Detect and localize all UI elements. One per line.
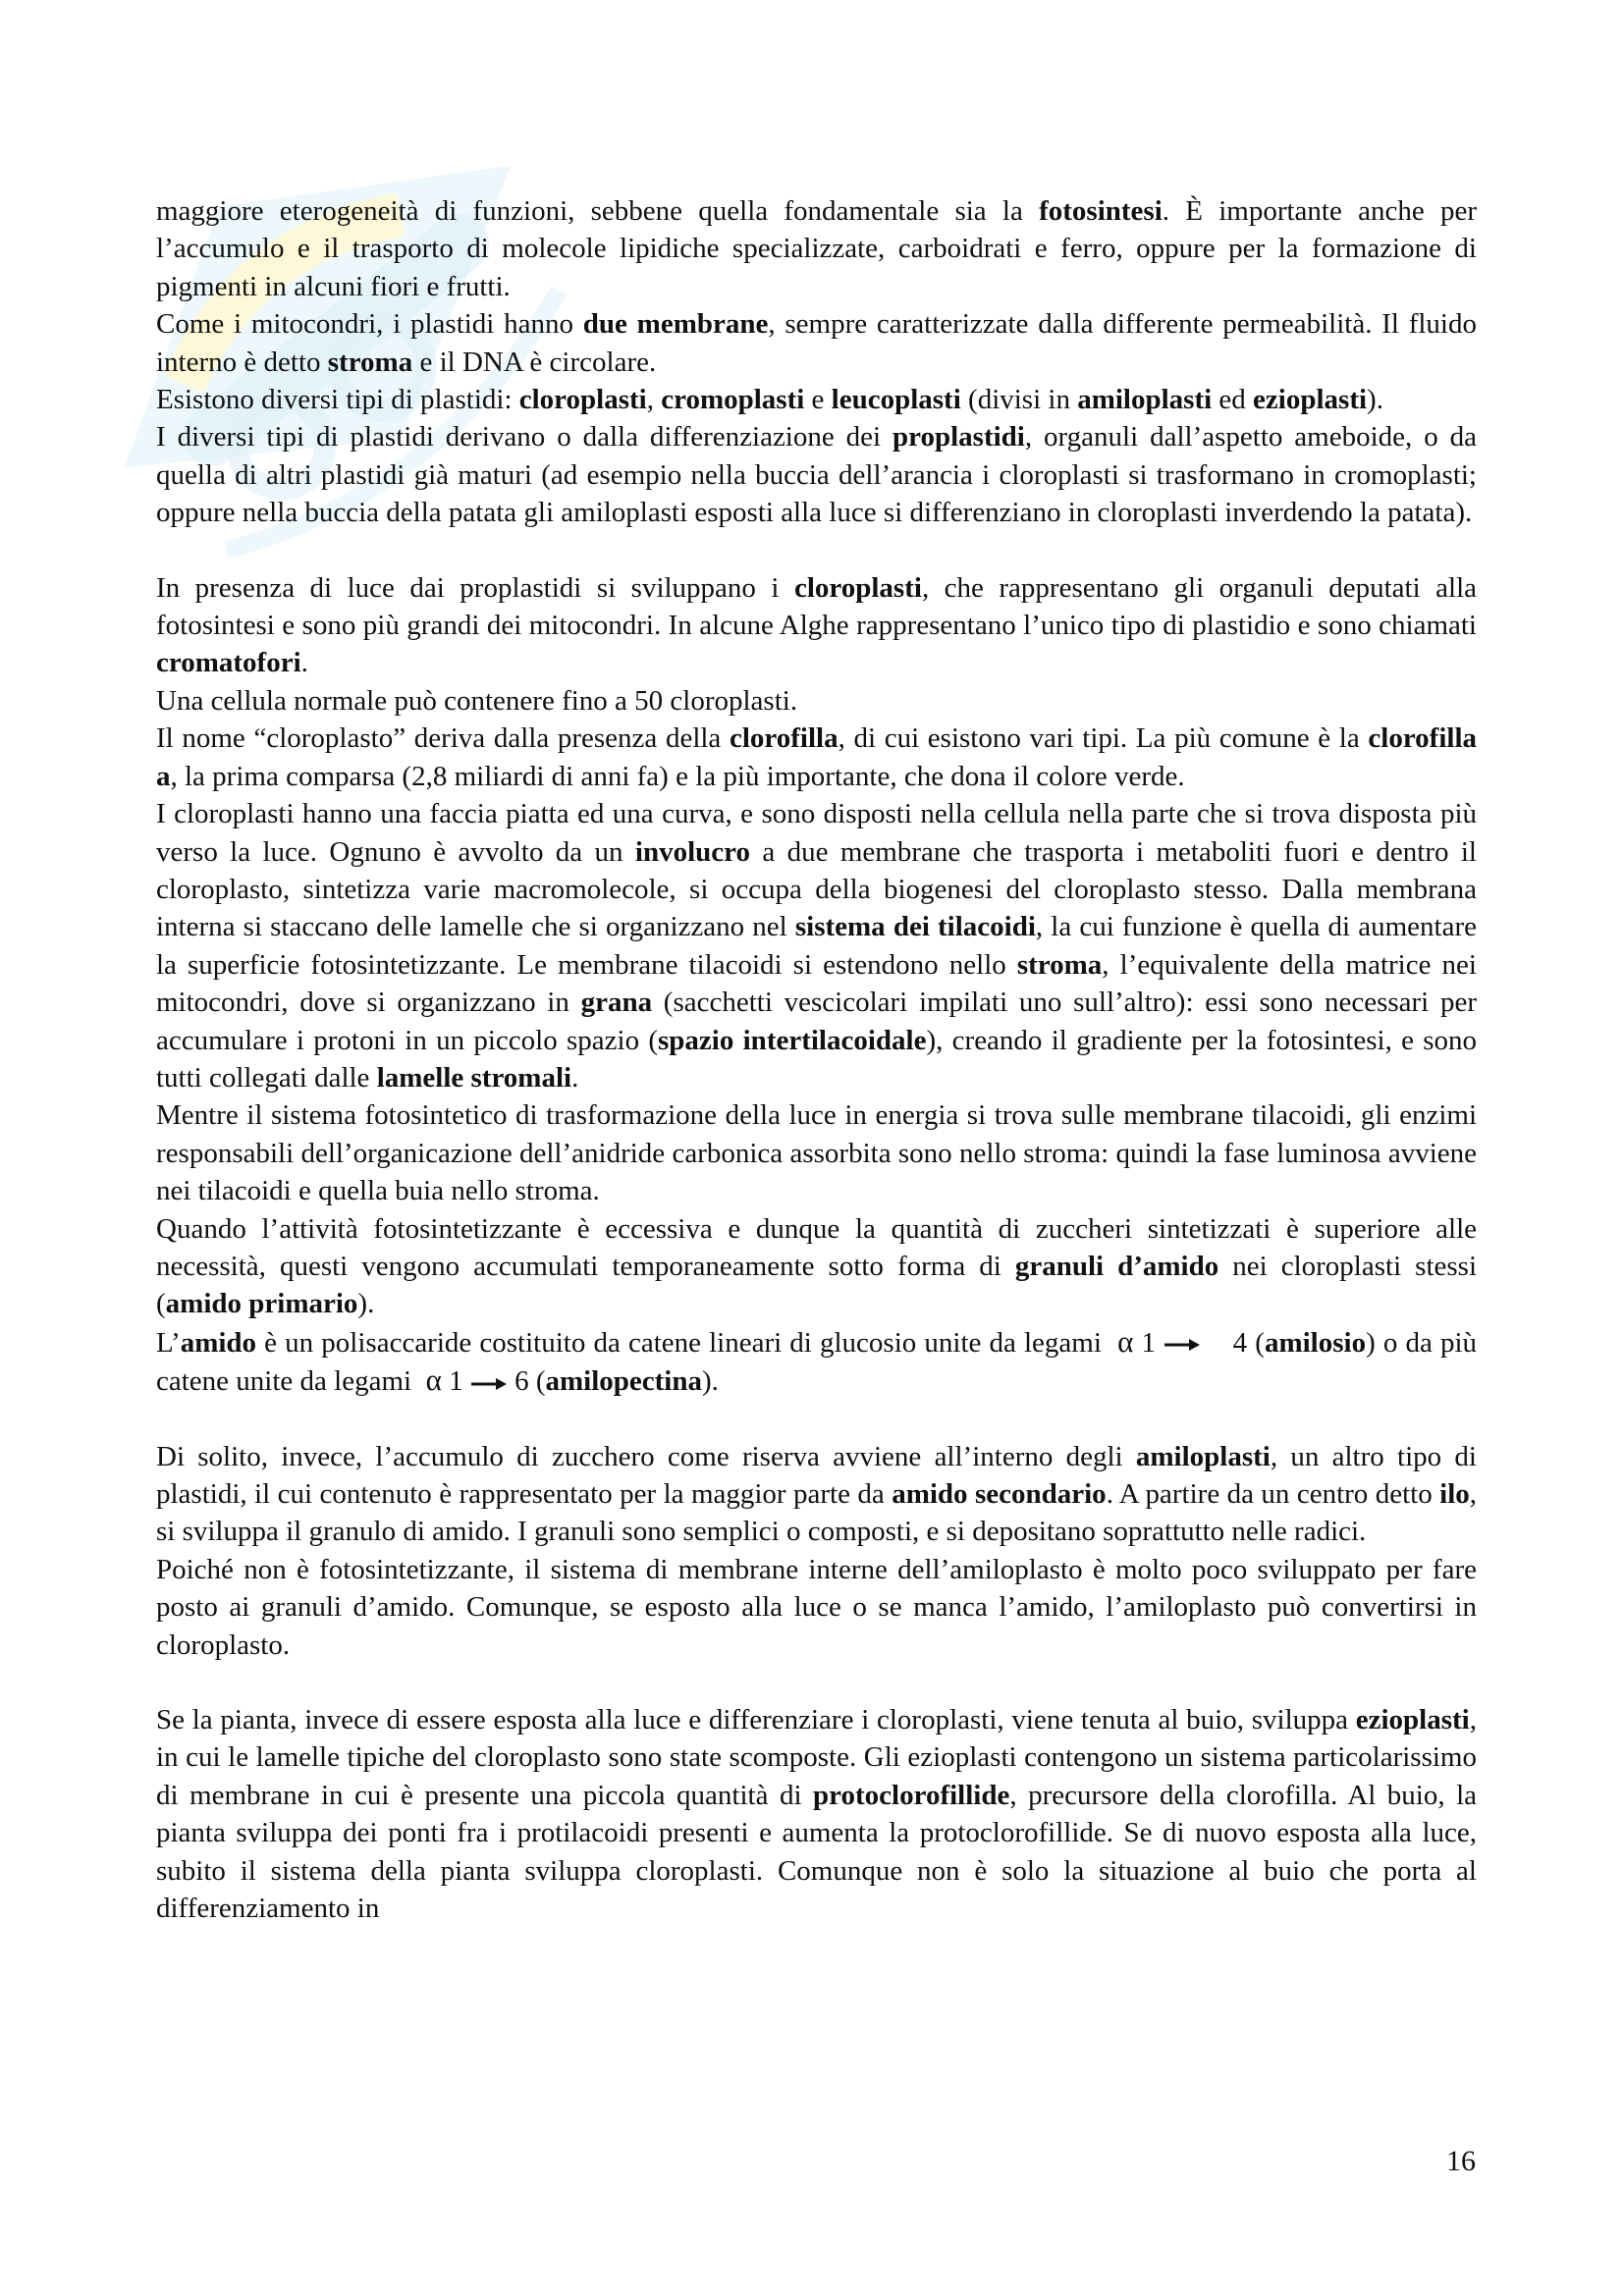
paragraph: Una cellula normale può contenere fino a 50 cloroplasti. <box>156 684 798 717</box>
paragraph: Se la pianta, invece di essere esposta alla luce e differenziare i cloroplasti, viene tenuta al buio, sviluppa ezioplasti, in cui le lamelle tipiche del cloroplasto sono state scomposte. Gli ezioplasti contengono un sistema particolarissimo di membrane in cui è presente una piccola quantità di protoclorofillide, precursore della clorofilla. Al buio, la pianta sviluppa dei ponti fra i protilacoidi presenti e aumenta la protoclorofillide. Se di nuovo esposta alla luce, subito il sistema della pianta sviluppa cloroplasti. Comunque non è solo la situazione al buio che porta al differenziamento in <box>156 1704 1477 1925</box>
paragraph: maggiore eterogeneità di funzioni, sebbene quella fondamentale sia la fotosintesi. È importante anche per l’accumulo e il trasporto di molecole lipidiche specializzate, carboidrati e ferro, oppure per la formazione di pigmenti in alcuni fiori e frutti. <box>156 195 1477 302</box>
paragraph: Di solito, invece, l’accumulo di zucchero come riserva avviene all’interno degli amiloplasti, un altro tipo di plastidi, il cui contenuto è rappresentato per la maggior parte da amido secondario. A partire da un centro detto ilo, si sviluppa il granulo di amido. I granuli sono semplici o composti, e si depositano soprattutto nelle radici. <box>156 1440 1478 1548</box>
alpha-symbol: α <box>425 1362 442 1398</box>
document-body <box>156 192 1477 1927</box>
arrow-right-icon <box>1163 1338 1201 1352</box>
paragraph-gap <box>156 1664 1477 1701</box>
alpha-symbol: α <box>1117 1323 1134 1359</box>
paragraph: In presenza di luce dai proplastidi si sviluppano i cloroplasti, che rappresentano gli organuli deputati alla fotosintesi e sono più grandi dei mitocondri. In alcune Alghe rappresentano l’unico tipo di plastidio e sono chiamati cromatofori. <box>156 571 1477 679</box>
paragraph: Il nome “cloroplasto” deriva dalla presenza della clorofilla, di cui esistono vari tipi. La più comune è la clorofilla a, la prima comparsa (2,8 miliardi di anni fa) e la più importante, che dona il colore verde. <box>156 722 1477 792</box>
page-number: 16 <box>1446 2145 1476 2177</box>
paragraph: L’amido è un polisaccaride costituito da catene lineari di glucosio unite da legami α 1 4 (amilosio) o da più catene unite da legami α 1 6 (amilopectina). <box>156 1323 1478 1398</box>
paragraph: Poiché non è fotosintetizzante, il sistema di membrane interne dell’amiloplasto è molto poco sviluppato per fare posto ai granuli d’amido. Comunque, se esposto alla luce o se manca l’amido, l’amiloplasto può convertirsi in cloroplasto. <box>156 1553 1477 1661</box>
paragraph: I diversi tipi di plastidi derivano o dalla differenziazione dei proplastidi, organuli dall’aspetto ameboide, o da quella di altri plastidi già maturi (ad esempio nella buccia dell’arancia i cloroplasti si trasformano in cromoplasti; oppure nella buccia della patata gli amiloplasti esposti alla luce si differenziano in cloroplasti inverdendo la patata). <box>156 421 1477 529</box>
paragraph: Quando l’attività fotosintetizzante è eccessiva e dunque la quantità di zuccheri sintetizzati è superiore alle necessità, questi vengono accumulati temporaneamente sotto forma di granuli d’amido nei cloroplasti stessi (amido primario). <box>156 1212 1478 1320</box>
paragraph: Mentre il sistema fotosintetico di trasformazione della luce in energia si trova sulle membrane tilacoidi, gli enzimi responsabili dell’organicazione dell’anidride carbonica assorbita sono nello stroma: quindi la fase luminosa avviene nei tilacoidi e quella buia nello stroma. <box>156 1099 1477 1207</box>
arrow-right-icon <box>470 1377 508 1391</box>
paragraph: Come i mitocondri, i plastidi hanno due membrane, sempre caratterizzate dalla differente permeabilità. Il fluido interno è detto stroma e il DNA è circolare. <box>156 308 1477 378</box>
paragraph: I cloroplasti hanno una faccia piatta ed una curva, e sono disposti nella cellula nella parte che si trova disposta più verso la luce. Ognuno è avvolto da un involucro a due membrane che trasporta i metaboliti fuori e dentro il cloroplasto, sintetizza varie macromolecole, si occupa della biogenesi del cloroplasto stesso. Dalla membrana interna si staccano delle lamelle che si organizzano nel sistema dei tilacoidi, la cui funzione è quella di aumentare la superficie fotosintetizzante. Le membrane tilacoidi si estendono nello stroma, l’equivalente della matrice nei mitocondri, dove si organizzano in grana (sacchetti vescicolari impilati uno sull’altro): essi sono necessari per accumulare i protoni in un piccolo spazio (spazio intertilacoidale), creando il gradiente per la fotosintesi, e sono tutti collegati dalle lamelle stromali. <box>156 798 1478 1094</box>
paragraph-gap <box>156 1401 1477 1438</box>
paragraph: Esistono diversi tipi di plastidi: cloroplasti, cromoplasti e leucoplasti (divisi in amiloplasti ed ezioplasti). <box>156 384 1383 416</box>
paragraph-gap <box>156 532 1477 569</box>
